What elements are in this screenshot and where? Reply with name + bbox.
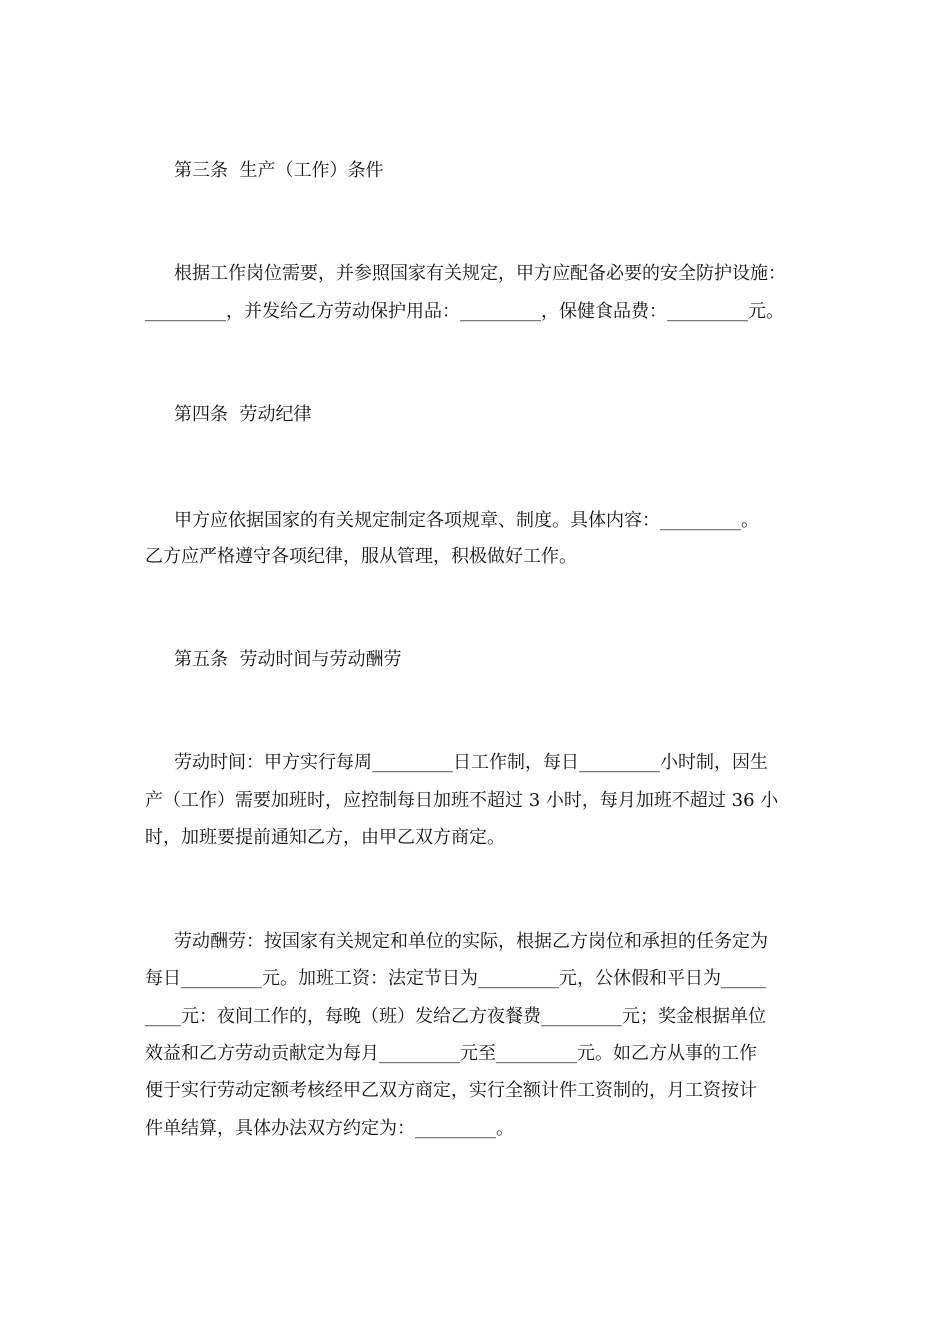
paragraph-line: 劳动时间：甲方实行每周_________日工作制，每日_________小时制，因生 [174,752,768,773]
paragraph-line: _________，并发给乙方劳动保护用品：_________，保健食品费：_________元。 [145,301,784,322]
paragraph-line: 产（工作）需要加班时，应控制每日加班不超过 3 小时，每月加班不超过 36 小 [145,790,779,811]
paragraph-line: 甲方应依据国家的有关规定制定各项规章、制度。具体内容：_________。 [174,510,759,531]
paragraph-line: 根据工作岗位需要，并参照国家有关规定，甲方应配备必要的安全防护设施： [174,263,786,284]
section-heading: 第四条 劳动纪律 [174,404,312,425]
paragraph-line: 件单结算，具体办法双方约定为：_________。 [145,1118,514,1139]
paragraph-line: 效益和乙方劳动贡献定为每月_________元至_________元。如乙方从事的工作 [145,1043,757,1064]
paragraph-line: ____元：夜间工作的，每晚（班）发给乙方夜餐费_________元；奖金根据单位 [145,1006,766,1027]
paragraph-line: 便于实行劳动定额考核经甲乙双方商定，实行全额计件工资制的，月工资按计 [145,1080,757,1101]
paragraph-line: 每日_________元。加班工资：法定节日为_________元，公休假和平日为_____ [145,968,766,989]
section-heading: 第五条 劳动时间与劳动酬劳 [174,649,402,670]
section-heading: 第三条 生产（工作）条件 [174,160,384,181]
paragraph-line: 劳动酬劳：按国家有关规定和单位的实际，根据乙方岗位和承担的任务定为 [174,931,768,952]
paragraph-line: 乙方应严格遵守各项纪律，服从管理，积极做好工作。 [145,546,577,567]
paragraph-line: 时，加班要提前通知乙方，由甲乙双方商定。 [145,827,505,848]
